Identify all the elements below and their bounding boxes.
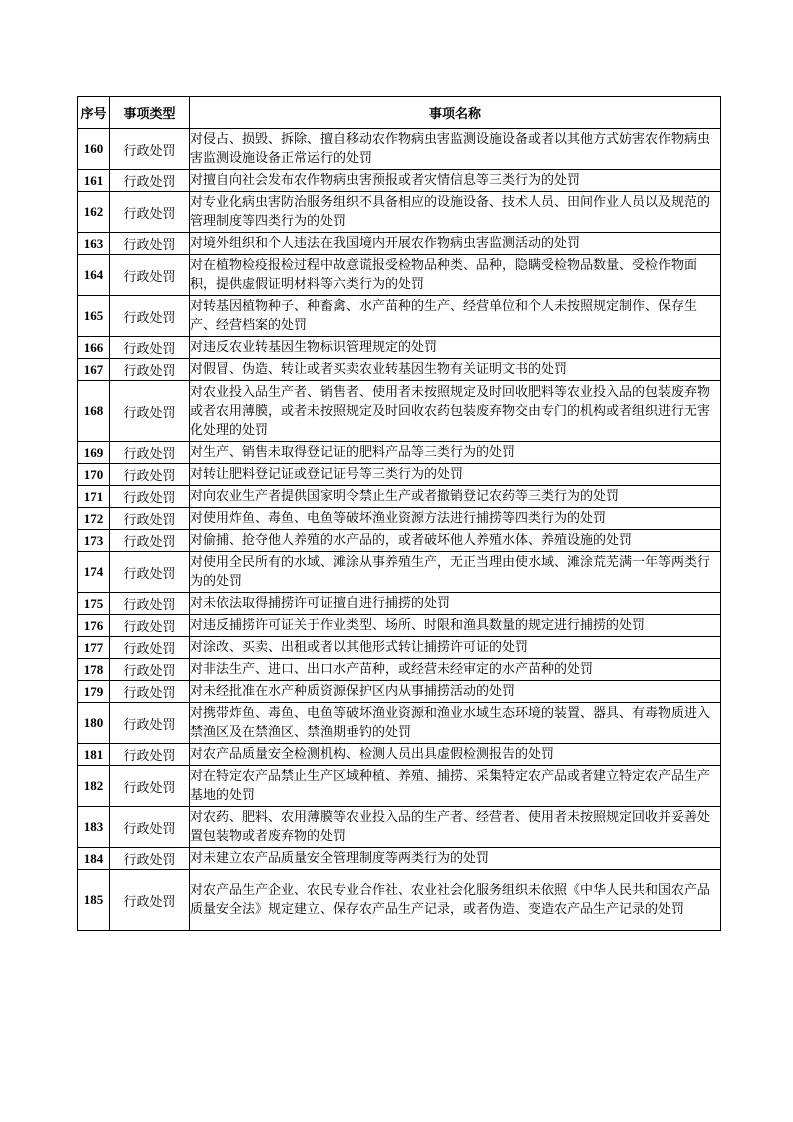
table-row [78,552,721,593]
table-row [78,637,721,659]
table-row [78,848,721,870]
row-name: 对未经批准在水产种质资源保护区内从事捕捞活动的处罚 [190,681,721,703]
row-no: 173 [78,530,110,552]
row-type: 行政处罚 [110,170,190,192]
row-type: 行政处罚 [110,381,190,442]
row-name: 对农产品生产企业、农民专业合作社、农业社会化服务组织未依照《中华人民共和国农产品质量安全法》规定建立、保存农产品生产记录，或者伪造、变造农产品生产记录的处罚 [190,870,721,931]
row-name: 对生产、销售未取得登记证的肥料产品等三类行为的处罚 [190,442,721,464]
table-row [78,766,721,807]
table-row [78,681,721,703]
table-row [78,129,721,170]
table-header-row [78,97,721,129]
row-name: 对涂改、买卖、出租或者以其他形式转让捕捞许可证的处罚 [190,637,721,659]
table-row [78,192,721,233]
table-row [78,464,721,486]
row-no: 182 [78,766,110,807]
row-type: 行政处罚 [110,744,190,766]
table-row [78,870,721,931]
row-type: 行政处罚 [110,766,190,807]
row-type: 行政处罚 [110,807,190,848]
row-no: 174 [78,552,110,593]
row-name: 对使用炸鱼、毒鱼、电鱼等破坏渔业资源方法进行捕捞等四类行为的处罚 [190,508,721,530]
row-type: 行政处罚 [110,637,190,659]
header-no: 序号 [78,97,110,129]
row-no: 180 [78,703,110,744]
row-no: 164 [78,255,110,296]
row-name: 对非法生产、进口、出口水产苗种，或经营未经审定的水产苗种的处罚 [190,659,721,681]
table-row [78,381,721,442]
row-name: 对未依法取得捕捞许可证擅自进行捕捞的处罚 [190,593,721,615]
row-type: 行政处罚 [110,233,190,255]
table-row [78,593,721,615]
row-type: 行政处罚 [110,530,190,552]
table-row [78,615,721,637]
row-name: 对擅自向社会发布农作物病虫害预报或者灾情信息等三类行为的处罚 [190,170,721,192]
row-no: 163 [78,233,110,255]
row-name: 对违反农业转基因生物标识管理规定的处罚 [190,337,721,359]
row-name: 对农产品质量安全检测机构、检测人员出具虚假检测报告的处罚 [190,744,721,766]
row-type: 行政处罚 [110,615,190,637]
row-no: 177 [78,637,110,659]
row-no: 166 [78,337,110,359]
row-no: 176 [78,615,110,637]
row-name: 对境外组织和个人违法在我国境内开展农作物病虫害监测活动的处罚 [190,233,721,255]
row-name: 对农业投入品生产者、销售者、使用者未按照规定及时回收肥料等农业投入品的包装废弃物或者农用薄膜，或者未按照规定及时回收农药包装废弃物交由专门的机构或者组织进行无害化处理的处罚 [190,381,721,442]
row-name: 对使用全民所有的水域、滩涂从事养殖生产，无正当理由使水域、滩涂荒芜满一年等两类行为的处罚 [190,552,721,593]
table-row [78,359,721,381]
table-row [78,296,721,337]
row-type: 行政处罚 [110,508,190,530]
header-type: 事项类型 [110,97,190,129]
table-row [78,170,721,192]
row-type: 行政处罚 [110,486,190,508]
row-name: 对偷捕、抢夺他人养殖的水产品的，或者破坏他人养殖水体、养殖设施的处罚 [190,530,721,552]
row-name: 对在植物检疫报检过程中故意谎报受检物品种类、品种，隐瞒受检物品数量、受检作物面积，提供虚假证明材料等六类行为的处罚 [190,255,721,296]
header-name: 事项名称 [190,97,721,129]
row-name: 对假冒、伪造、转让或者买卖农业转基因生物有关证明文书的处罚 [190,359,721,381]
table-row [78,508,721,530]
row-type: 行政处罚 [110,593,190,615]
row-type: 行政处罚 [110,848,190,870]
row-no: 162 [78,192,110,233]
row-type: 行政处罚 [110,703,190,744]
row-type: 行政处罚 [110,659,190,681]
table-row [78,530,721,552]
row-no: 185 [78,870,110,931]
row-type: 行政处罚 [110,870,190,931]
row-no: 160 [78,129,110,170]
table-row [78,807,721,848]
items-table [77,96,721,931]
row-no: 161 [78,170,110,192]
row-name: 对向农业生产者提供国家明令禁止生产或者撤销登记农药等三类行为的处罚 [190,486,721,508]
table-row [78,659,721,681]
row-no: 183 [78,807,110,848]
row-no: 184 [78,848,110,870]
row-no: 171 [78,486,110,508]
row-name: 对专业化病虫害防治服务组织不具备相应的设施设备、技术人员、田间作业人员以及规范的管理制度等四类行为的处罚 [190,192,721,233]
row-no: 170 [78,464,110,486]
document-page [77,96,720,931]
row-type: 行政处罚 [110,442,190,464]
row-type: 行政处罚 [110,359,190,381]
row-name: 对在特定农产品禁止生产区域种植、养殖、捕捞、采集特定农产品或者建立特定农产品生产基地的处罚 [190,766,721,807]
table-row [78,255,721,296]
row-no: 165 [78,296,110,337]
row-type: 行政处罚 [110,255,190,296]
row-name: 对转让肥料登记证或登记证号等三类行为的处罚 [190,464,721,486]
row-no: 169 [78,442,110,464]
row-type: 行政处罚 [110,681,190,703]
table-row [78,337,721,359]
row-type: 行政处罚 [110,337,190,359]
table-row [78,442,721,464]
row-no: 179 [78,681,110,703]
row-name: 对携带炸鱼、毒鱼、电鱼等破坏渔业资源和渔业水域生态环境的装置、器具、有毒物质进入禁渔区及在禁渔区、禁渔期垂钓的处罚 [190,703,721,744]
table-row [78,486,721,508]
row-name: 对违反捕捞许可证关于作业类型、场所、时限和渔具数量的规定进行捕捞的处罚 [190,615,721,637]
row-no: 168 [78,381,110,442]
row-name: 对侵占、损毁、拆除、擅自移动农作物病虫害监测设施设备或者以其他方式妨害农作物病虫害监测设施设备正常运行的处罚 [190,129,721,170]
row-type: 行政处罚 [110,464,190,486]
row-type: 行政处罚 [110,296,190,337]
table-row [78,744,721,766]
row-no: 175 [78,593,110,615]
table-row [78,233,721,255]
row-name: 对未建立农产品质量安全管理制度等两类行为的处罚 [190,848,721,870]
row-no: 167 [78,359,110,381]
table-row [78,703,721,744]
row-type: 行政处罚 [110,552,190,593]
row-no: 178 [78,659,110,681]
row-no: 172 [78,508,110,530]
row-type: 行政处罚 [110,192,190,233]
row-name: 对农药、肥料、农用薄膜等农业投入品的生产者、经营者、使用者未按照规定回收并妥善处置包装物或者废弃物的处罚 [190,807,721,848]
row-type: 行政处罚 [110,129,190,170]
row-name: 对转基因植物种子、种畜禽、水产苗种的生产、经营单位和个人未按照规定制作、保存生产、经营档案的处罚 [190,296,721,337]
row-no: 181 [78,744,110,766]
